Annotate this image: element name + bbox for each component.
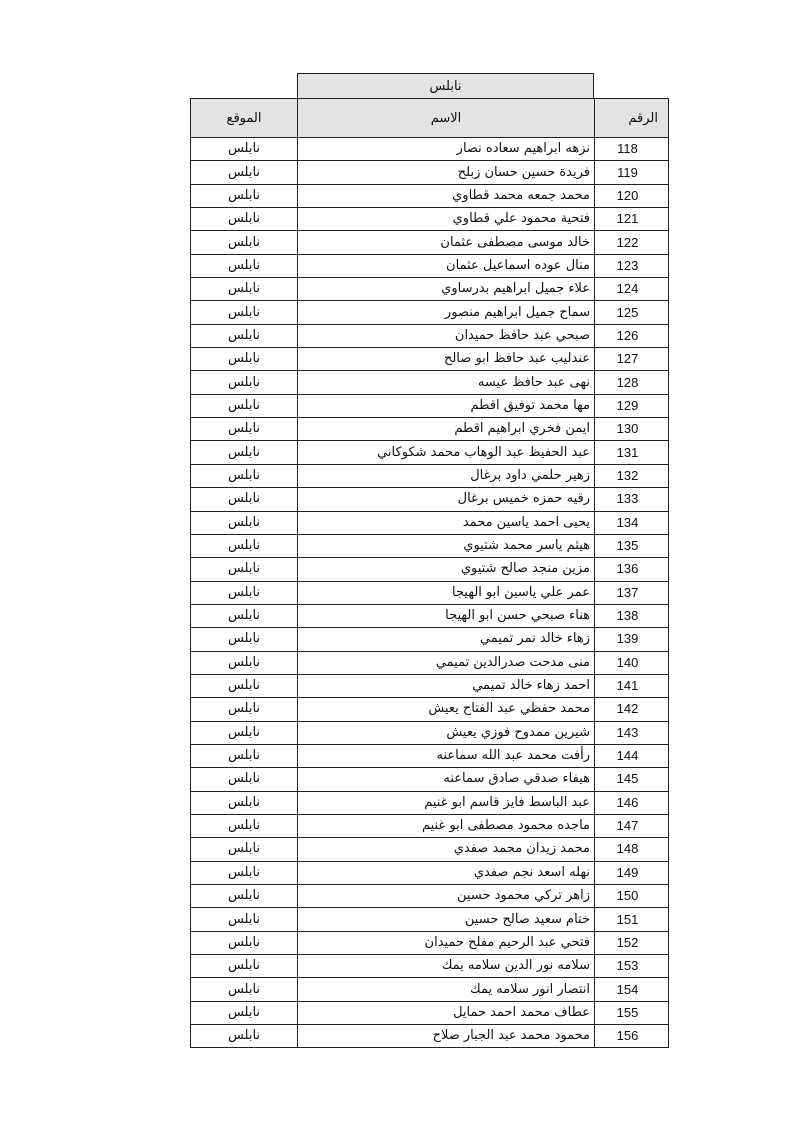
table-row [191,698,669,721]
row-number: 156 [595,1025,669,1048]
row-name: سلامه نور الدين سلامه يمك [298,955,595,978]
names-table [190,98,669,1048]
row-name: مها محمد توفيق اقطم [298,394,595,417]
row-number: 123 [595,254,669,277]
row-location: نابلس [191,885,298,908]
row-name: زهاء خالد نمر تميمي [298,628,595,651]
row-location: نابلس [191,1025,298,1048]
row-name: هيفاء صدقي صادق سماعنه [298,768,595,791]
table-row [191,604,669,627]
row-number: 130 [595,418,669,441]
column-header-number: الرقم [595,99,669,138]
row-name: عمر علي ياسين ابو الهيجا [298,581,595,604]
table-row [191,254,669,277]
row-name: عبد الباسط فايز قاسم ابو غنيم [298,791,595,814]
row-number: 124 [595,278,669,301]
row-number: 121 [595,208,669,231]
row-location: نابلس [191,768,298,791]
row-number: 134 [595,511,669,534]
row-number: 153 [595,955,669,978]
row-number: 122 [595,231,669,254]
row-number: 147 [595,814,669,837]
table-row [191,324,669,347]
row-name: فتحي عبد الرحيم مفلح حميدان [298,931,595,954]
row-location: نابلس [191,184,298,207]
row-name: هناء صبحي حسن ابو الهيجا [298,604,595,627]
column-header-location: الموقع [191,99,298,138]
row-number: 154 [595,978,669,1001]
row-number: 138 [595,604,669,627]
table-row [191,534,669,557]
table-row [191,978,669,1001]
row-name: زهير حلمي داود برغال [298,464,595,487]
row-location: نابلس [191,861,298,884]
row-name: محمد جمعه محمد قطاوي [298,184,595,207]
table-row [191,348,669,371]
table-row [191,161,669,184]
table-row [191,838,669,861]
row-location: نابلس [191,348,298,371]
table-row [191,674,669,697]
row-number: 133 [595,488,669,511]
row-name: هيثم ياسر محمد شتيوي [298,534,595,557]
table-row [191,1001,669,1024]
row-name: زاهر تركي محمود حسين [298,885,595,908]
row-location: نابلس [191,558,298,581]
row-name: خالد موسى مصطفى عثمان [298,231,595,254]
row-name: رأفت محمد عبد الله سماعنه [298,744,595,767]
row-name: نهله اسعد نجم صفدي [298,861,595,884]
row-location: نابلس [191,534,298,557]
row-number: 152 [595,931,669,954]
row-number: 148 [595,838,669,861]
row-name: احمد زهاء خالد تميمي [298,674,595,697]
table-row [191,184,669,207]
row-name: مزين منجد صالح شتيوي [298,558,595,581]
row-location: نابلس [191,955,298,978]
table-row [191,488,669,511]
row-location: نابلس [191,324,298,347]
row-name: يحيى احمد ياسين محمد [298,511,595,534]
row-name: ماجده محمود مصطفى ابو غنيم [298,814,595,837]
row-location: نابلس [191,674,298,697]
row-location: نابلس [191,978,298,1001]
row-name: فتحية محمود علي قطاوي [298,208,595,231]
row-location: نابلس [191,208,298,231]
row-name: ختام سعيد صالح حسين [298,908,595,931]
row-location: نابلس [191,371,298,394]
table-header-row [191,99,669,138]
row-name: انتصار انور سلامه يمك [298,978,595,1001]
table-row [191,955,669,978]
row-number: 139 [595,628,669,651]
row-location: نابلس [191,511,298,534]
row-name: نزهه ابراهيم سعاده نصار [298,138,595,161]
row-number: 144 [595,744,669,767]
row-location: نابلس [191,581,298,604]
row-location: نابلس [191,838,298,861]
row-number: 118 [595,138,669,161]
row-location: نابلس [191,721,298,744]
table-row [191,791,669,814]
table-row [191,651,669,674]
row-name: شيرين ممدوح فوزي يعيش [298,721,595,744]
row-name: رقيه حمزه خميس برغال [298,488,595,511]
row-number: 128 [595,371,669,394]
row-location: نابلس [191,744,298,767]
row-location: نابلس [191,651,298,674]
column-header-name: الاسم [298,99,595,138]
row-name: سماح جميل ابراهيم منصور [298,301,595,324]
row-location: نابلس [191,278,298,301]
row-location: نابلس [191,231,298,254]
row-name: ايمن فخري ابراهيم اقطم [298,418,595,441]
row-name: عبد الحفيظ عبد الوهاب محمد شكوكاني [298,441,595,464]
row-number: 120 [595,184,669,207]
table-row [191,231,669,254]
row-name: محمد حفظي عبد الفتاح يعيش [298,698,595,721]
table-row [191,558,669,581]
table-row [191,278,669,301]
table-row [191,861,669,884]
row-name: عطاف محمد احمد حمايل [298,1001,595,1024]
row-location: نابلس [191,698,298,721]
row-name: محمد زيدان محمد صفدي [298,838,595,861]
row-number: 119 [595,161,669,184]
row-location: نابلس [191,418,298,441]
row-location: نابلس [191,604,298,627]
table-row [191,464,669,487]
table-body [191,138,669,1048]
row-number: 143 [595,721,669,744]
table-row [191,301,669,324]
row-location: نابلس [191,138,298,161]
row-location: نابلس [191,931,298,954]
row-location: نابلس [191,441,298,464]
row-number: 155 [595,1001,669,1024]
row-number: 140 [595,651,669,674]
table-row [191,768,669,791]
row-location: نابلس [191,301,298,324]
row-location: نابلس [191,161,298,184]
row-number: 149 [595,861,669,884]
row-name: منال عوده اسماعيل عثمان [298,254,595,277]
row-number: 150 [595,885,669,908]
table-row [191,1025,669,1048]
row-location: نابلس [191,791,298,814]
table-row [191,581,669,604]
row-name: منى مدحت صدرالدين تميمي [298,651,595,674]
row-number: 129 [595,394,669,417]
table-row [191,138,669,161]
row-number: 135 [595,534,669,557]
row-number: 145 [595,768,669,791]
row-number: 136 [595,558,669,581]
table-row [191,441,669,464]
table-row [191,931,669,954]
row-number: 146 [595,791,669,814]
table-row [191,394,669,417]
row-name: علاء جميل ابراهيم بدرساوي [298,278,595,301]
table-row [191,721,669,744]
table-row [191,814,669,837]
table-row [191,628,669,651]
table-row [191,511,669,534]
row-name: محمود محمد عبد الجبار صلاح [298,1025,595,1048]
row-location: نابلس [191,488,298,511]
row-name: نهى عبد حافظ عيسه [298,371,595,394]
table-row [191,208,669,231]
table-row [191,885,669,908]
row-location: نابلس [191,908,298,931]
row-location: نابلس [191,628,298,651]
table-row [191,908,669,931]
row-location: نابلس [191,254,298,277]
row-number: 141 [595,674,669,697]
table-row [191,744,669,767]
row-location: نابلس [191,464,298,487]
row-name: عندليب عبد حافظ ابو صالح [298,348,595,371]
row-name: صبحي عبد حافظ حميدان [298,324,595,347]
row-number: 126 [595,324,669,347]
city-group-header: نابلس [297,73,594,98]
row-location: نابلس [191,814,298,837]
row-number: 131 [595,441,669,464]
row-name: فريدة حسين حسان زبلح [298,161,595,184]
row-number: 137 [595,581,669,604]
row-number: 142 [595,698,669,721]
row-number: 132 [595,464,669,487]
row-location: نابلس [191,1001,298,1024]
row-location: نابلس [191,394,298,417]
table-row [191,371,669,394]
table-row [191,418,669,441]
row-number: 127 [595,348,669,371]
row-number: 151 [595,908,669,931]
row-number: 125 [595,301,669,324]
